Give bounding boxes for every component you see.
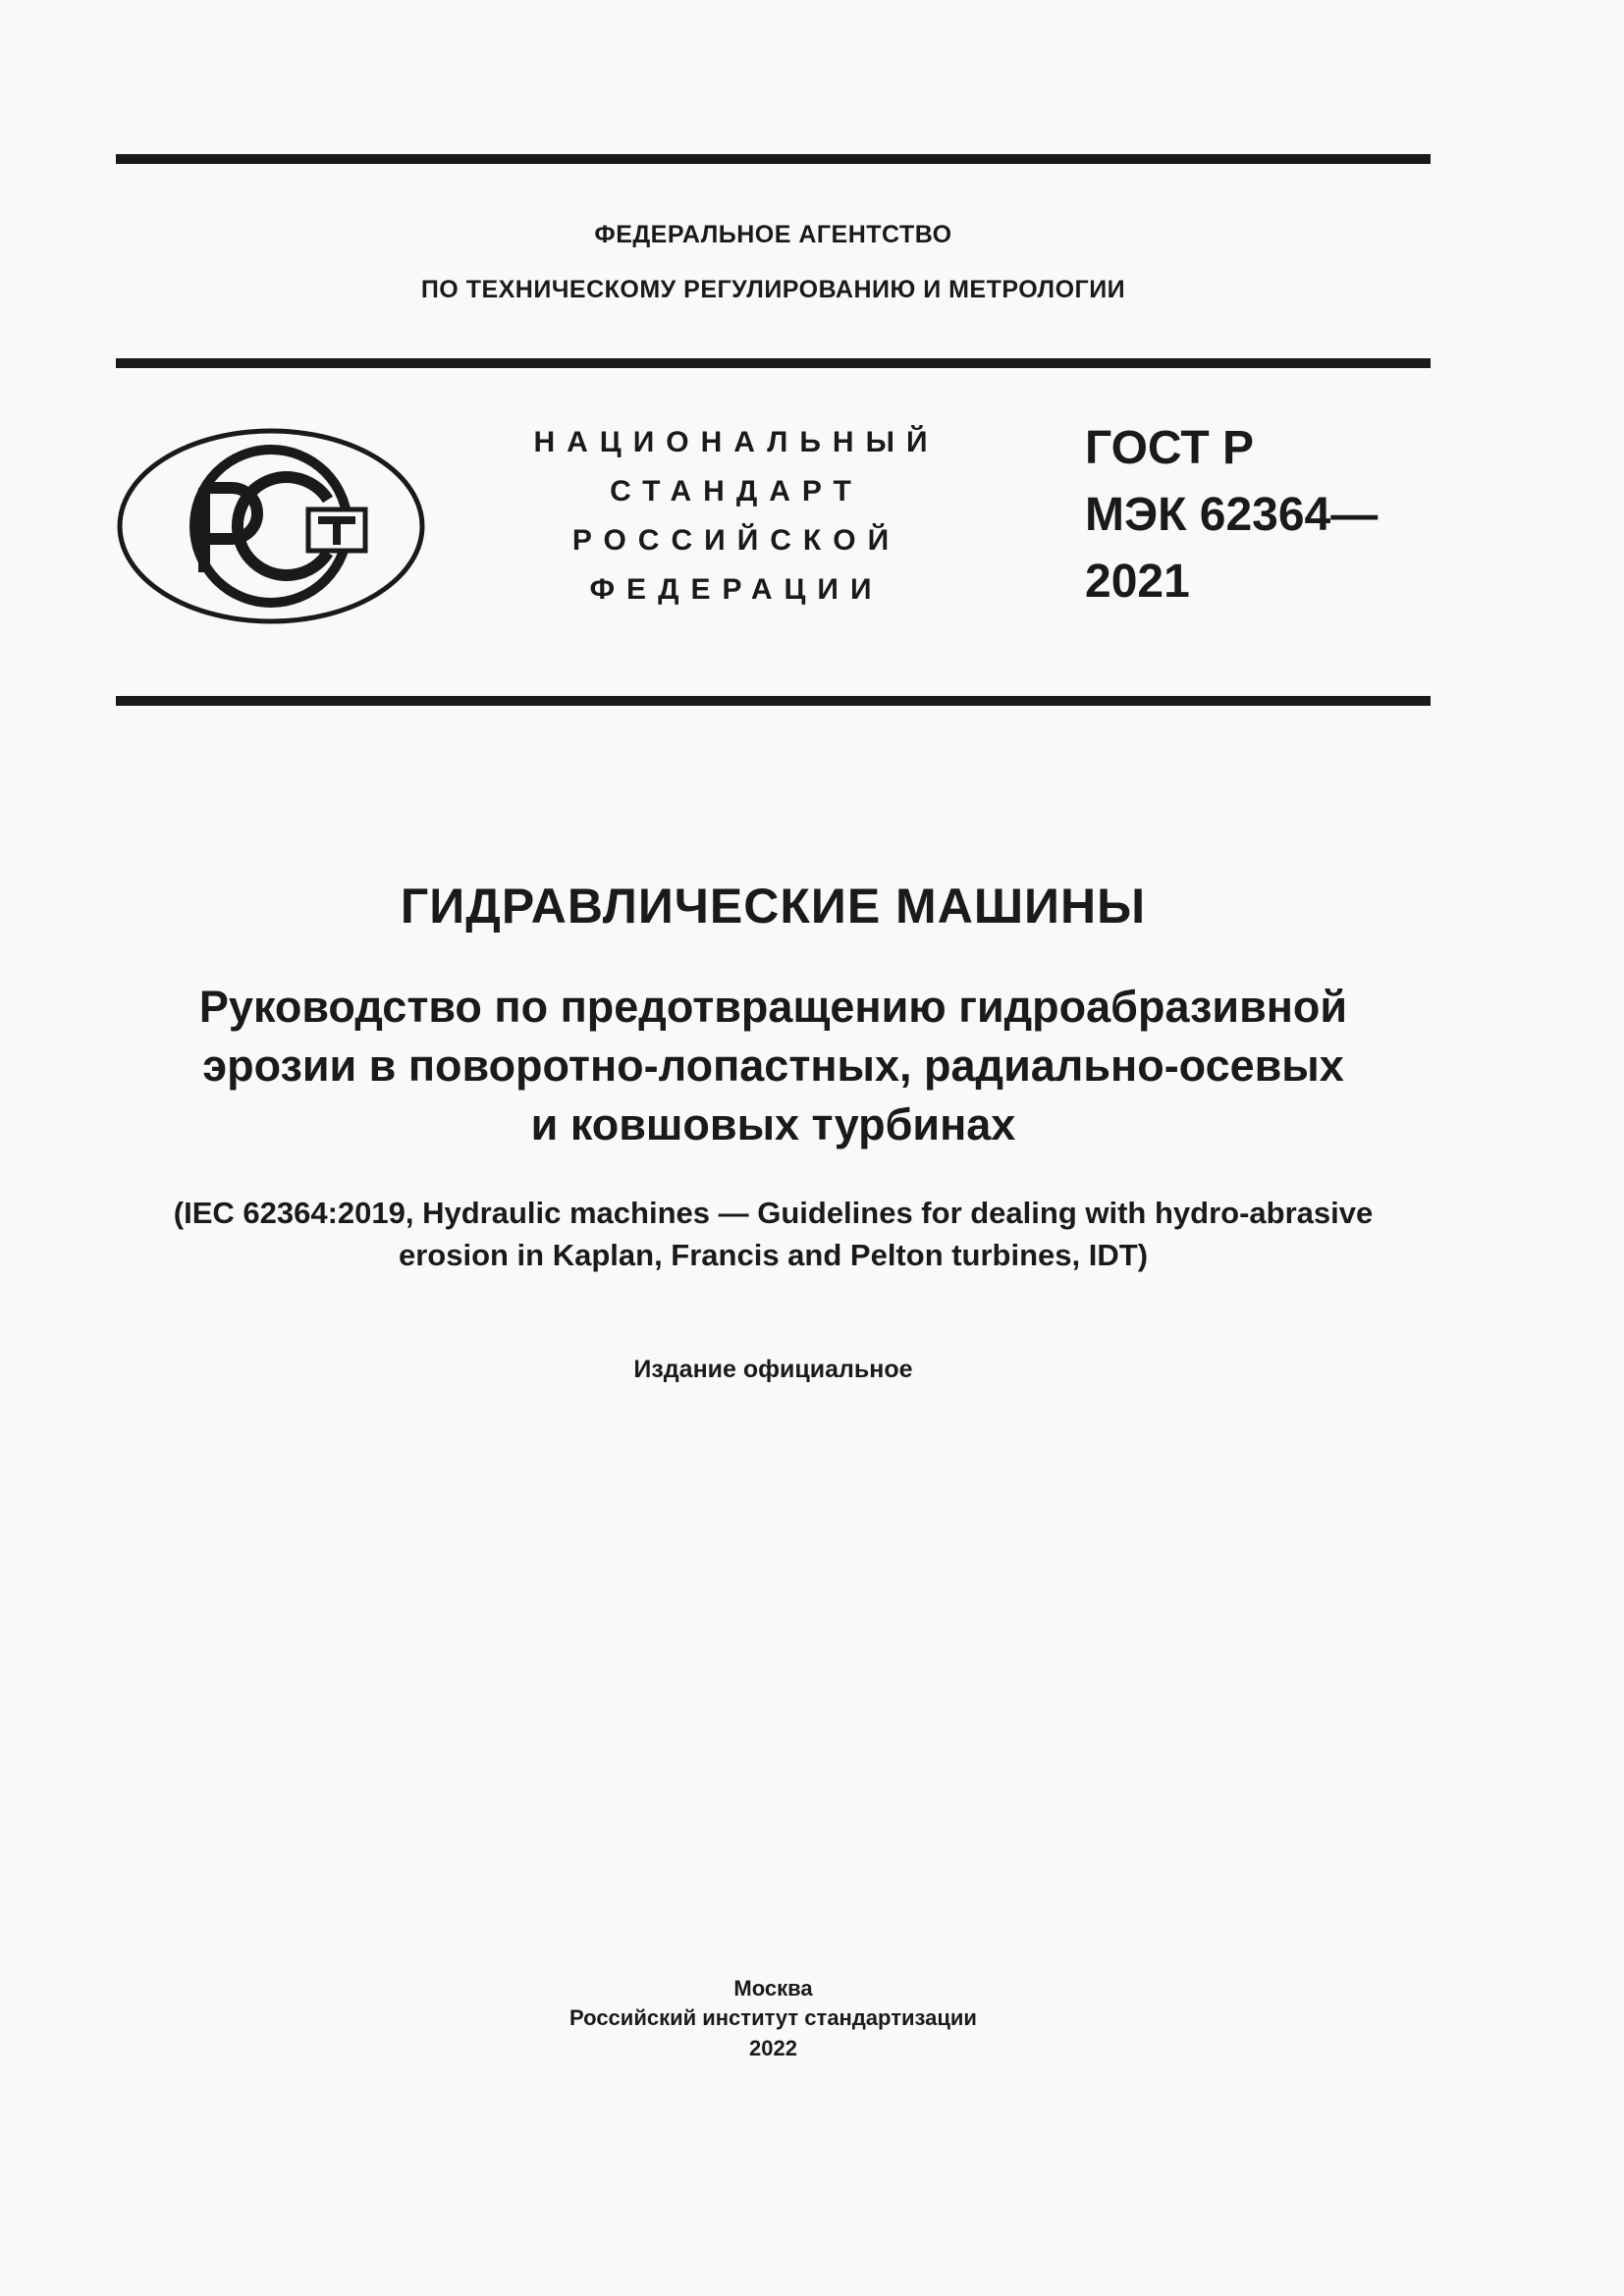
standard-type-line-4: ФЕДЕРАЦИИ — [589, 573, 884, 606]
imprint-city: Москва — [733, 1976, 813, 2001]
designation-rule — [116, 696, 1431, 706]
subtitle-line-2: эрозии в поворотно-лопастных, радиально-осевых — [202, 1041, 1344, 1091]
agency-line-1: ФЕДЕРАЛЬНОЕ АГЕНТСТВО — [594, 221, 952, 248]
document-title: ГИДРАВЛИЧЕСКИЕ МАШИНЫ — [400, 879, 1147, 934]
original-standard-line-1: (IEC 62364:2019, Hydraulic machines — Guidelines for dealing with hydro-abrasive — [173, 1196, 1374, 1230]
imprint-publisher: Российский институт стандартизации — [569, 2005, 977, 2030]
original-standard-line-2: erosion in Kaplan, Francis and Pelton turbines, IDT) — [398, 1238, 1149, 1272]
edition-label: Издание официальное — [633, 1356, 913, 1383]
subtitle-line-1: Руководство по предотвращению гидроабразивной — [198, 982, 1348, 1032]
standard-type-line-1: НАЦИОНАЛЬНЫЙ — [533, 426, 940, 458]
designation-line-1: ГОСТ Р — [1085, 422, 1255, 474]
header-rule — [116, 358, 1431, 368]
agency-line-2: ПО ТЕХНИЧЕСКОМУ РЕГУЛИРОВАНИЮ И МЕТРОЛОГИИ — [420, 276, 1126, 303]
standard-type-line-2: СТАНДАРТ — [610, 475, 863, 507]
designation-line-2: МЭК 62364— — [1085, 489, 1379, 541]
top-rule — [116, 154, 1431, 164]
subtitle-line-3: и ковшовых турбинах — [530, 1099, 1016, 1149]
imprint-year: 2022 — [749, 2036, 797, 2060]
rst-certification-mark-icon — [116, 427, 426, 625]
designation-line-3: 2021 — [1085, 556, 1190, 608]
standard-type-line-3: РОССИЙСКОЙ — [571, 524, 901, 557]
